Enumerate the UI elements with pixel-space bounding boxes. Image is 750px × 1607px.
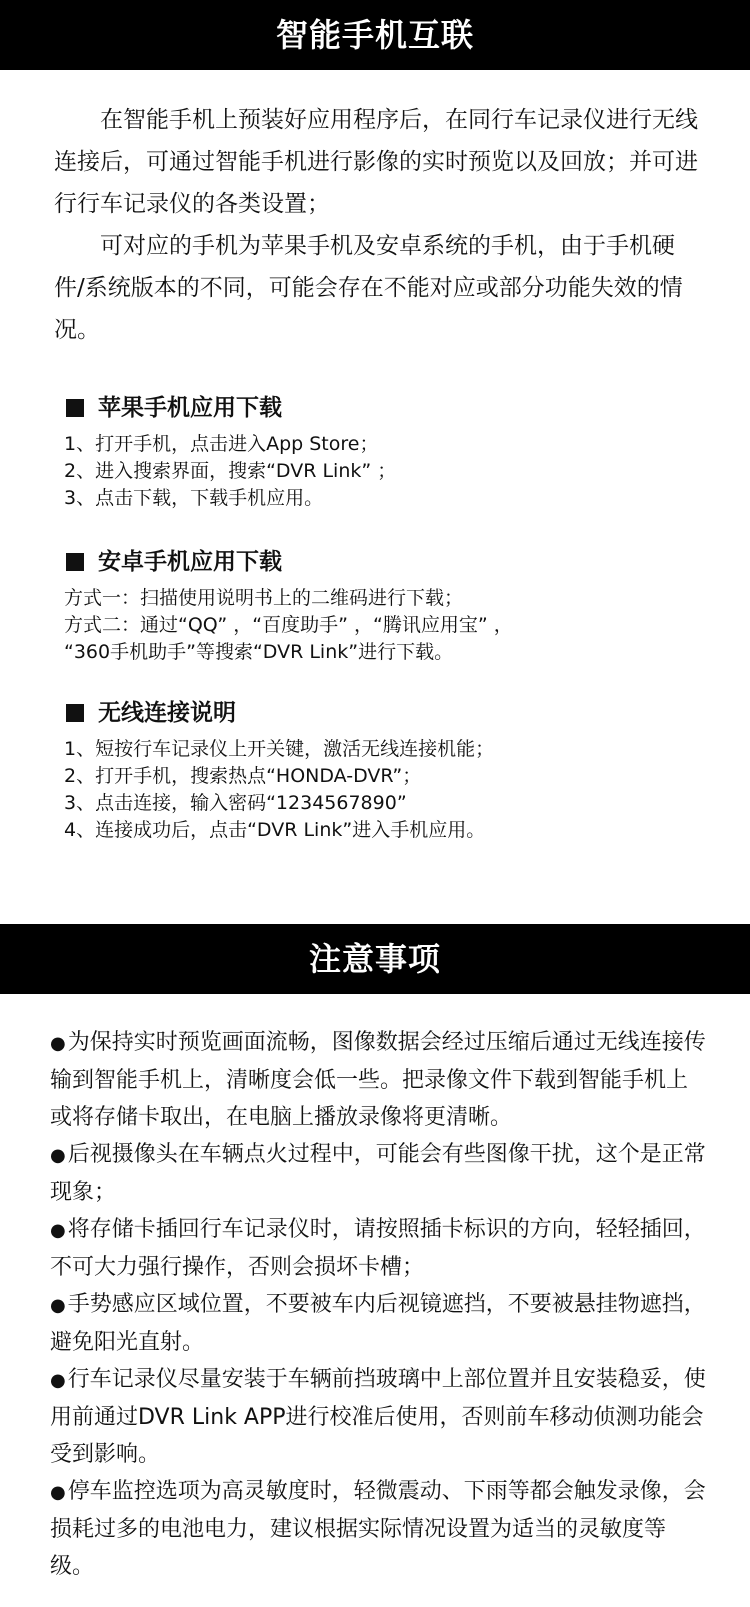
- android-download-section: [64, 545, 704, 666]
- square-bullet-icon: [66, 399, 84, 417]
- ios-download-section: [64, 391, 704, 512]
- wifi-connect-section: [64, 696, 704, 844]
- list-item: 方式一：扫描使用说明书上的二维码进行下载；: [64, 587, 464, 609]
- intro-paragraph: 可对应的手机为苹果手机及安卓系统的手机，由于手机硬件/系统版本的不同，可能会存在不能对应或部分功能失效的情况。: [54, 233, 683, 343]
- list-item: “360手机助手”等搜索“DVR Link”进行下载。: [64, 641, 454, 663]
- ios-download-steps: [64, 431, 704, 512]
- wifi-connect-title: 无线连接说明: [98, 700, 236, 726]
- bullet-icon: ●: [50, 1145, 66, 1166]
- section-banner-notes: 注意事项: [0, 924, 750, 994]
- list-item: 3、点击连接，输入密码“1234567890”: [64, 792, 407, 814]
- bullet-icon: ●: [50, 1295, 66, 1316]
- list-item: 方式二：通过“QQ” ，“百度助手” ，“腾讯应用宝” ，: [64, 614, 513, 636]
- ios-download-heading: [64, 391, 704, 425]
- list-item: 1、短按行车记录仪上开关键，激活无线连接机能；: [64, 738, 495, 760]
- note-item: [50, 1024, 706, 1136]
- note-text: 行车记录仪尽量安装于车辆前挡玻璃中上部位置并且安装稳妥，使用前通过DVR Link APP进行校准后使用，否则前车移动侦测功能会受到影响。: [50, 1367, 706, 1467]
- list-item: 2、打开手机，搜索热点“HONDA-DVR”；: [64, 765, 422, 787]
- bullet-icon: ●: [50, 1033, 66, 1054]
- note-text: 为保持实时预览画面流畅，图像数据会经过压缩后通过无线连接传输到智能手机上，清晰度会低一些。把录像文件下载到智能手机上或将存储卡取出，在电脑上播放录像将更清晰。: [50, 1030, 706, 1130]
- note-item: [50, 1286, 706, 1361]
- intro-paragraph: 在智能手机上预装好应用程序后，在同行车记录仪进行无线连接后，可通过智能手机进行影像的实时预览以及回放；并可进行行车记录仪的各类设置；: [54, 107, 698, 217]
- wifi-connect-heading: [64, 696, 704, 730]
- android-download-heading: [64, 545, 704, 579]
- bullet-icon: ●: [50, 1220, 66, 1241]
- ios-download-title: 苹果手机应用下载: [98, 395, 282, 421]
- note-text: 后视摄像头在车辆点火过程中，可能会有些图像干扰，这个是正常现象；: [50, 1142, 706, 1205]
- list-item: 2、进入搜索界面，搜索“DVR Link” ；: [64, 460, 397, 482]
- note-item: [50, 1473, 706, 1585]
- list-item: 4、连接成功后，点击“DVR Link”进入手机应用。: [64, 819, 486, 841]
- bullet-icon: ●: [50, 1482, 66, 1503]
- square-bullet-icon: [66, 704, 84, 722]
- intro-text: [54, 99, 704, 351]
- list-item: 1、打开手机，点击进入App Store；: [64, 433, 379, 455]
- list-item: 3、点击下载，下载手机应用。: [64, 487, 324, 509]
- wifi-connect-steps: [64, 736, 704, 844]
- bullet-icon: ●: [50, 1370, 66, 1391]
- note-item: [50, 1136, 706, 1211]
- android-download-title: 安卓手机应用下载: [98, 549, 282, 575]
- notes-list: [50, 1024, 706, 1585]
- note-text: 停车监控选项为高灵敏度时，轻微震动、下雨等都会触发录像，会损耗过多的电池电力，建议根据实际情况设置为适当的灵敏度等级。: [50, 1479, 706, 1579]
- android-download-methods: [64, 585, 704, 666]
- note-item: [50, 1211, 706, 1286]
- note-item: [50, 1361, 706, 1473]
- square-bullet-icon: [66, 553, 84, 571]
- note-text: 将存储卡插回行车记录仪时，请按照插卡标识的方向，轻轻插回，不可大力强行操作，否则会损坏卡槽；: [50, 1217, 706, 1280]
- note-text: 手势感应区域位置，不要被车内后视镜遮挡，不要被悬挂物遮挡，避免阳光直射。: [50, 1292, 706, 1355]
- section-banner-smart-phone: 智能手机互联: [0, 0, 750, 70]
